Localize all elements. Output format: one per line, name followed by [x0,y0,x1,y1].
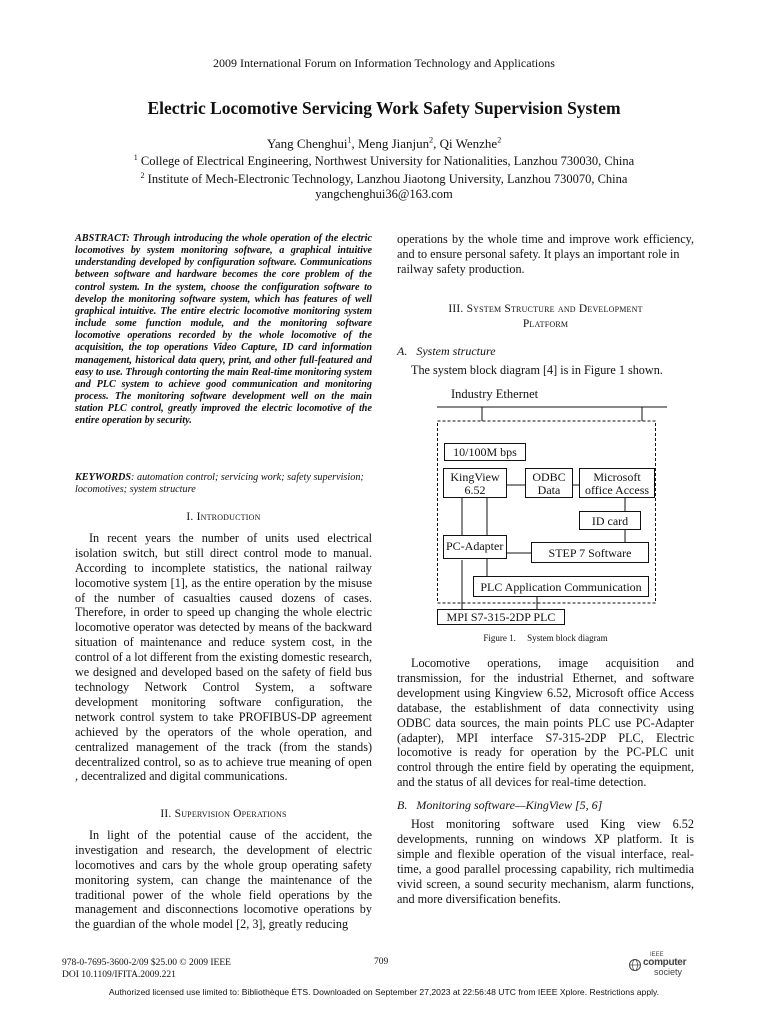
section-heading [75,807,372,822]
section-heading [397,302,694,317]
paragraph-line: railway safety production. [397,261,525,276]
kingview-version: 6.52 [464,483,486,497]
abstract-text: ABSTRACT: Through introducing the whole operation of the electric locomotives by system monitoring software, a graphical intuitive understanding developed by configuration software. Communications between software and hardware becomes the core problem of the control system. In the system, choose the configuration software to develop the monitoring software system, which has features of well graphical intuitive. The entire electric locomotive monitoring system include some function module, and the monitoring software locomotive operations recorded by the whole locomotive of the acquisition, the top operations Video Capture, ID card information management, historical data query, print, and other full-featured and easy to use. Through contorting the main Real-time monitoring system and PLC system to achieve good communication and monitoring process. The monitoring software development well on the main station PLC control, greatly improved the electric locomotive of the entire operation by security. [75,233,372,427]
author-name: Qi Wenzhe [439,136,498,151]
paragraph: The system block diagram [4] is in Figure 1 shown. [411,362,663,377]
section-number: I. [186,511,197,523]
section-introduction [75,510,372,784]
subsection-label: B. [397,798,408,813]
keywords-text: : automation control; servicing work; safety supervision; locomotives; system structure [75,472,364,496]
odbc-label: ODBC [532,470,566,484]
section-title: Introduction [196,511,261,523]
plc-app-box: PLC Application Communication [473,576,649,597]
step7-box: STEP 7 Software [531,542,649,563]
speed-box: 10/100M bps [444,443,526,461]
access-box [579,468,655,498]
section-system-structure [397,302,694,378]
affiliation [0,172,768,187]
kingview-box [443,468,507,498]
section-components [397,656,694,907]
author-affiliation-mark: 2 [497,135,502,145]
odbc-label-2: Data [537,483,561,497]
affiliation-text: Institute of Mech-Electronic Technology, Lanzhou Jiaotong University, Lanzhou 730070, China [147,172,628,186]
paper-title: Electric Locomotive Servicing Work Safety Supervision System [147,98,621,118]
subsection-title: Monitoring software—KingView [5, 6] [416,798,603,813]
page-number: 709 [374,957,389,967]
author-affiliation-mark: 2 [429,135,434,145]
subsection-title: System structure [416,343,496,358]
mpi-plc-box: MPI S7-315-2DP PLC [437,609,565,625]
author-affiliation-mark: 1 [347,135,352,145]
odbc-box [525,468,573,498]
access-label-2: office Access [584,483,650,497]
paragraph: Locomotive operations, image acquisition and transmission, for the industrial Ethernet, and software development using Kingview 6.52, Microsoft office Access database, the establishment of data connectivity using ODBC data sources, the main points PLC use PC-Adapter (adapter), MPI interface S7-315-2DP PLC, Electric locomotive is ready for operation by the PC-PLC unit control through the entire field by operating the equipment, and the status of all devices for real-time detection. [397,656,694,790]
kingview-label: KingView [450,470,500,484]
logo-text-ieee: IEEE [650,952,664,958]
author-name: Yang Chenghui [266,136,348,151]
access-label: Microsoft [593,470,641,484]
logo-text-society: society [654,967,683,977]
author-separator: , [433,136,440,151]
section-number: III. [448,303,467,315]
section-number: II. [160,808,175,820]
author-list [0,136,768,152]
section-heading [75,510,372,525]
section-title: System Structure and Development [466,303,643,315]
license-notice: Authorized licensed use limited to: Bibliothèque ÉTS. Downloaded on September 27,2023 at 22:56:48 UTC from IEEE Xplore. Restrictions apply. [108,987,660,997]
logo-text-computer: computer [643,957,687,968]
paragraph: In recent years the number of units used electrical isolation switch, but still direct control mode to manual. According to incomplete statistics, the national railway locomotive system [1], as the entire operation by the misuse of the number of casualties caused dozens of cases. Therefore, in order to speed up changing the whole electric locomotive operator was detected by means of the backward situation of maintenance and reduce system cost, in the control of a lot different from the existing domestic research, we designed and developed based on the safety of field bus technology Network Control System, a software development monitoring software configuration, the network control system to take PROFIBUS-DP agreement achieved by the operators of the whole operation, and centralized management of the track (from the stands) decentralized control, so as to achieve true meaning of open , decentralized and digital communications. [75,530,372,784]
idcard-box: ID card [579,511,641,530]
paragraph: operations by the whole time and improve work efficiency, and to ensure personal safety. It plays an important role in [397,232,694,261]
system-block-diagram [437,385,667,625]
conference-name: 2009 International Forum on Information Technology and Applications [213,56,555,70]
figure-caption: Figure 1. System block diagram [483,633,608,643]
author-name: Meng Jianjun [357,136,430,151]
footer-publication-info [62,957,231,981]
keywords-label: KEYWORDS [75,472,132,483]
author-separator: , [351,136,358,151]
affiliation [0,154,768,169]
subsection-label: A. [397,343,408,358]
paragraph: Host monitoring software used King view 6.52 developments, running on windows XP platform. It is simple and flexible operation of the visual interface, real-time, a good parallel processing capability, rich multimedia vivid screen, a sound security mechanism, alarm functions, and more diversification benefits. [397,817,694,906]
right-column-top [397,232,694,277]
section-title: Supervision Operations [174,808,287,820]
paragraph: In light of the potential cause of the accident, the investigation and research, the development of electric locomotives and cars by the whole group operating safety monitoring system, can change the maintenance of the traditional power of the whole field operations by the management and disconnections locomotive operations by the guardian of the whole model [2, 3], greatly reducing [75,827,372,932]
isbn-line: 978-0-7695-3600-2/09 $25.00 © 2009 IEEE [62,958,231,968]
pcadapter-box: PC-Adapter [443,535,507,559]
affiliation-mark: 2 [140,170,145,180]
subsection-heading [397,798,694,813]
keywords [75,472,372,497]
subsection-heading [397,344,694,359]
doi-line: DOI 10.1109/IFITA.2009.221 [62,970,176,980]
ethernet-label: Industry Ethernet [451,387,539,401]
ieee-computer-society-logo [628,952,698,978]
author-email: yangchenghui36@163.com [315,187,453,201]
affiliation-text: College of Electrical Engineering, Northwest University for Nationalities, Lanzhou 730030, China [140,154,635,168]
section-title-continued: Platform [522,317,569,330]
section-supervision [75,807,372,932]
affiliation-mark: 1 [133,152,138,162]
